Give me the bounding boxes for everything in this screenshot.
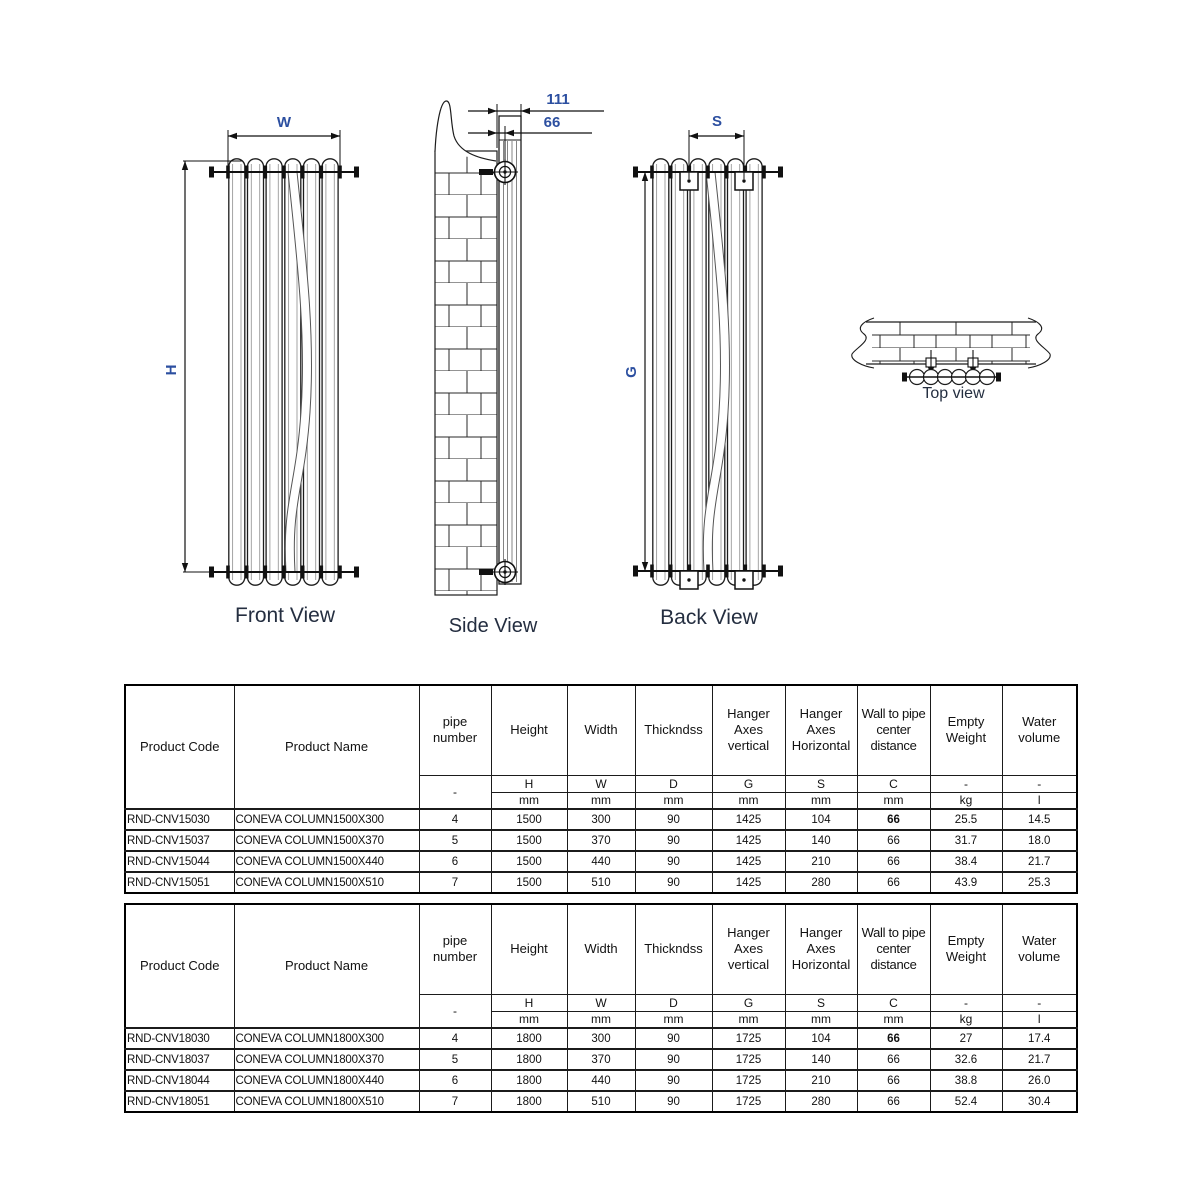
table-cell: CONEVA COLUMN1800X440 [234, 1070, 419, 1091]
col-header-width: Width [567, 685, 635, 775]
table-cell: CONEVA COLUMN1800X300 [234, 1028, 419, 1049]
table-cell: 280 [785, 1091, 857, 1112]
table-cell: H [491, 775, 567, 792]
col-header-thickness: Thickndss [635, 685, 712, 775]
table-cell: mm [712, 792, 785, 809]
dim-66-label: 66 [543, 114, 561, 131]
table-cell: mm [785, 792, 857, 809]
table-cell: 32.6 [930, 1049, 1002, 1070]
table-row [125, 1049, 1077, 1070]
table-cell: 90 [635, 1049, 712, 1070]
table-cell: l [1002, 1011, 1077, 1028]
table-cell: - [930, 994, 1002, 1011]
table-cell: CONEVA COLUMN1500X510 [234, 872, 419, 893]
col-header-thickness: Thickndss [635, 904, 712, 994]
table-cell: 1725 [712, 1070, 785, 1091]
table-cell: RND-CNV15030 [125, 809, 234, 830]
table-cell: 1500 [491, 809, 567, 830]
table-cell: 210 [785, 851, 857, 872]
dim-s-label: S [711, 113, 723, 130]
table-cell: 1800 [491, 1049, 567, 1070]
spec-table-1800 [124, 903, 1078, 1113]
table-cell: S [785, 994, 857, 1011]
table-cell: D [635, 775, 712, 792]
col-header-empty-weight: Empty Weight [930, 904, 1002, 994]
col-header-product-name: Product Name [234, 685, 419, 809]
table-cell: S [785, 775, 857, 792]
table-cell: 66 [857, 809, 930, 830]
col-header-product-code: Product Code [125, 685, 234, 809]
table-cell: 25.5 [930, 809, 1002, 830]
table-row [125, 809, 1077, 830]
table-cell: RND-CNV18051 [125, 1091, 234, 1112]
table-cell: CONEVA COLUMN1500X440 [234, 851, 419, 872]
col-header-hanger-horizontal: Hanger Axes Horizontal [785, 685, 857, 775]
table-cell: 1725 [712, 1049, 785, 1070]
table-cell: 104 [785, 1028, 857, 1049]
table-cell: kg [930, 1011, 1002, 1028]
col-header-hanger-vertical: Hanger Axes vertical [712, 904, 785, 994]
table-cell: 300 [567, 1028, 635, 1049]
table-cell: C [857, 775, 930, 792]
table-cell: 1500 [491, 872, 567, 893]
wall-break-right [1028, 318, 1050, 368]
table-cell: 104 [785, 809, 857, 830]
table-cell: mm [491, 1011, 567, 1028]
table-cell: 1500 [491, 830, 567, 851]
table-cell: 510 [567, 1091, 635, 1112]
table-cell: 90 [635, 809, 712, 830]
table-cell: mm [567, 792, 635, 809]
dim-g [623, 172, 648, 571]
table-cell: mm [635, 792, 712, 809]
table-cell: 1425 [712, 872, 785, 893]
table-cell: 510 [567, 872, 635, 893]
radiator-side-profile [499, 116, 521, 584]
spec-table-1500 [124, 684, 1078, 894]
table-header-row [125, 904, 1077, 994]
side-view-drawing [435, 91, 604, 595]
table-cell: CONEVA COLUMN1800X510 [234, 1091, 419, 1112]
table-cell: 66 [857, 1070, 930, 1091]
col-header-product-name: Product Name [234, 904, 419, 1028]
table-row [125, 872, 1077, 893]
table-cell: mm [785, 1011, 857, 1028]
table-cell: RND-CNV18044 [125, 1070, 234, 1091]
dim-w [228, 114, 340, 166]
table-cell: 440 [567, 1070, 635, 1091]
table-cell: 17.4 [1002, 1028, 1077, 1049]
table-cell: 90 [635, 872, 712, 893]
table-cell: 210 [785, 1070, 857, 1091]
table-cell: 21.7 [1002, 851, 1077, 872]
table-cell: 6 [419, 1070, 491, 1091]
table-cell: RND-CNV15037 [125, 830, 234, 851]
table-cell: 1800 [491, 1070, 567, 1091]
table-cell: C [857, 994, 930, 1011]
back-view-drawing [623, 113, 783, 589]
table-cell: 18.0 [1002, 830, 1077, 851]
table-cell: G [712, 994, 785, 1011]
dim-111-label: 111 [546, 91, 570, 108]
table-cell: 90 [635, 1070, 712, 1091]
table-cell: 140 [785, 830, 857, 851]
table-cell: l [1002, 792, 1077, 809]
col-header-empty-weight: Empty Weight [930, 685, 1002, 775]
front-view-drawing [163, 114, 359, 585]
table-cell: G [712, 775, 785, 792]
table-cell: 6 [419, 851, 491, 872]
table-cell: 1425 [712, 809, 785, 830]
table-cell: RND-CNV15044 [125, 851, 234, 872]
dim-111 [468, 91, 604, 148]
table-cell: 66 [857, 1049, 930, 1070]
table-cell: 5 [419, 830, 491, 851]
table-row [125, 851, 1077, 872]
table-cell: W [567, 775, 635, 792]
table-cell: 31.7 [930, 830, 1002, 851]
wall-break-left [852, 318, 874, 368]
table-cell: 90 [635, 1091, 712, 1112]
table-cell: CONEVA COLUMN1800X370 [234, 1049, 419, 1070]
table-cell: 66 [857, 830, 930, 851]
table-cell: 4 [419, 1028, 491, 1049]
table-cell: 370 [567, 830, 635, 851]
table-cell: 1800 [491, 1028, 567, 1049]
dim-w-label: W [276, 114, 292, 131]
dim-g-label: G [623, 366, 640, 378]
table-cell: 66 [857, 1028, 930, 1049]
table-cell: mm [567, 1011, 635, 1028]
col-header-width: Width [567, 904, 635, 994]
table-cell: mm [857, 1011, 930, 1028]
col-header-pipe-number: pipe number [419, 685, 491, 775]
table-cell: H [491, 994, 567, 1011]
table-cell: 7 [419, 872, 491, 893]
table-cell: 26.0 [1002, 1070, 1077, 1091]
brick-wall-top [872, 322, 1030, 364]
col-header-water-volume: Water volume [1002, 685, 1077, 775]
table-cell: kg [930, 792, 1002, 809]
table-cell: 440 [567, 851, 635, 872]
table-cell: 1800 [491, 1091, 567, 1112]
table-cell: 280 [785, 872, 857, 893]
col-header-height: Height [491, 904, 567, 994]
table-cell: mm [712, 1011, 785, 1028]
table-cell: 1500 [491, 851, 567, 872]
table-cell: - [1002, 775, 1077, 792]
table-cell: 21.7 [1002, 1049, 1077, 1070]
table-cell: 43.9 [930, 872, 1002, 893]
table-cell: 140 [785, 1049, 857, 1070]
top-view-pipes [902, 370, 1001, 385]
col-header-pipe-number: pipe number [419, 904, 491, 994]
table-header-row [125, 685, 1077, 775]
table-row [125, 830, 1077, 851]
table-cell: 90 [635, 830, 712, 851]
table-cell: 1725 [712, 1091, 785, 1112]
table-row [125, 1091, 1077, 1112]
col-header-wall-to-pipe: Wall to pipe center distance [857, 685, 930, 775]
table-cell: RND-CNV18030 [125, 1028, 234, 1049]
table-cell: 370 [567, 1049, 635, 1070]
table-row [125, 1070, 1077, 1091]
table-cell: - [930, 775, 1002, 792]
table-cell: mm [491, 792, 567, 809]
table-cell: 38.8 [930, 1070, 1002, 1091]
table-cell: 300 [567, 809, 635, 830]
table-cell: mm [857, 792, 930, 809]
table-cell: 5 [419, 1049, 491, 1070]
table-cell: 30.4 [1002, 1091, 1077, 1112]
table-cell: 27 [930, 1028, 1002, 1049]
table-cell: 90 [635, 851, 712, 872]
brick-wall [435, 151, 497, 595]
table-cell: 14.5 [1002, 809, 1077, 830]
table-cell: 7 [419, 1091, 491, 1112]
table-cell: W [567, 994, 635, 1011]
table-row [125, 1028, 1077, 1049]
table-cell: RND-CNV18037 [125, 1049, 234, 1070]
col-header-height: Height [491, 685, 567, 775]
side-view-label: Side View [448, 615, 538, 637]
top-view-drawing [852, 318, 1050, 385]
table-cell: 25.3 [1002, 872, 1077, 893]
table-cell: 38.4 [930, 851, 1002, 872]
table-cell: RND-CNV15051 [125, 872, 234, 893]
table-cell: 1725 [712, 1028, 785, 1049]
table-cell: D [635, 994, 712, 1011]
col-header-hanger-vertical: Hanger Axes vertical [712, 685, 785, 775]
table-cell: mm [635, 1011, 712, 1028]
front-view-label: Front View [235, 604, 335, 627]
dim-h-label: H [163, 364, 180, 376]
table-cell: 4 [419, 809, 491, 830]
table-cell: 66 [857, 1091, 930, 1112]
col-header-hanger-horizontal: Hanger Axes Horizontal [785, 904, 857, 994]
table-cell: 66 [857, 872, 930, 893]
table-cell: 52.4 [930, 1091, 1002, 1112]
table-cell: 1425 [712, 830, 785, 851]
col-header-product-code: Product Code [125, 904, 234, 1028]
table-cell: 1425 [712, 851, 785, 872]
col-header-water-volume: Water volume [1002, 904, 1077, 994]
table-cell: - [1002, 994, 1077, 1011]
back-view-label: Back View [660, 606, 758, 629]
table-cell: CONEVA COLUMN1500X300 [234, 809, 419, 830]
table-cell: - [419, 775, 491, 809]
table-cell: - [419, 994, 491, 1028]
table-cell: CONEVA COLUMN1500X370 [234, 830, 419, 851]
table-cell: 90 [635, 1028, 712, 1049]
top-view-label: Top view [922, 385, 985, 402]
col-header-wall-to-pipe: Wall to pipe center distance [857, 904, 930, 994]
table-cell: 66 [857, 851, 930, 872]
